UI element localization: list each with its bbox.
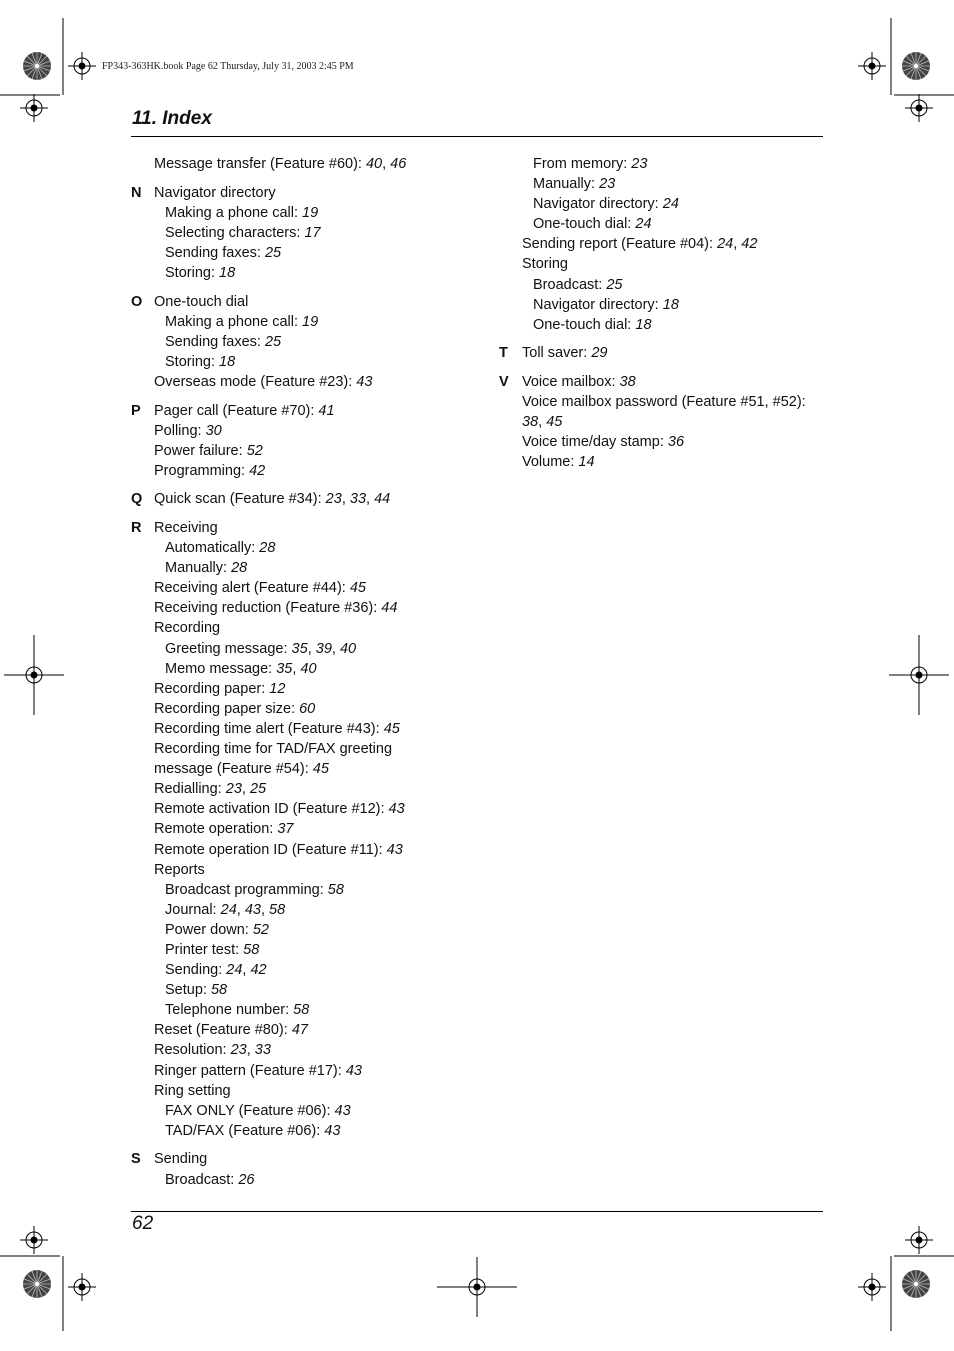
- index-entry-text: Message transfer (Feature #60):: [154, 156, 366, 172]
- page-reference[interactable]: 26: [238, 1171, 255, 1188]
- index-entry-text: Navigator directory:: [533, 296, 663, 313]
- page-reference[interactable]: 43: [334, 1102, 351, 1119]
- index-letter-group: [499, 343, 829, 363]
- index-entry-text: Navigator directory: [154, 184, 276, 201]
- index-letter-group: [131, 1149, 481, 1189]
- crosshair-mark: [858, 1273, 886, 1301]
- index-entry-text: Power failure:: [154, 442, 247, 459]
- page-reference[interactable]: 43: [356, 373, 373, 390]
- index-entry: [154, 401, 481, 421]
- index-entry-text: Printer test:: [165, 941, 244, 958]
- index-entry: [154, 461, 481, 481]
- index-subentry: [154, 920, 481, 940]
- page-reference[interactable]: 44: [381, 600, 398, 617]
- page-reference[interactable]: 42: [250, 962, 267, 979]
- index-entry: [154, 799, 481, 819]
- index-entry: [154, 699, 481, 719]
- page-reference[interactable]: 14: [578, 454, 595, 471]
- crosshair-mark: [68, 52, 96, 80]
- index-subentry: [154, 538, 481, 558]
- index-subentry: [154, 1101, 481, 1121]
- page-reference[interactable]: 30: [205, 422, 222, 439]
- page-reference[interactable]: 45: [383, 720, 400, 737]
- index-subentry: [154, 1121, 481, 1141]
- index-entry-text: Recording time for TAD/FAX greeting: [154, 741, 393, 758]
- index-subentry: [522, 275, 829, 295]
- page-reference[interactable]: 25: [249, 781, 267, 798]
- index-subentry: [154, 223, 481, 243]
- index-entry-text: Recording paper:: [154, 680, 270, 697]
- index-subentry: [154, 558, 481, 578]
- index-letter-heading: O: [131, 293, 143, 310]
- index-entry-text: Memo message:: [165, 660, 277, 677]
- index-entry-text: Ringer pattern (Feature #17):: [154, 1062, 346, 1079]
- index-entry-text: Broadcast:: [533, 276, 607, 293]
- index-entry: [522, 343, 829, 363]
- page-reference[interactable]: 18: [219, 264, 236, 281]
- index-subentry: [522, 194, 829, 214]
- index-entry-text: Making a phone call:: [165, 313, 303, 330]
- index-entry: [154, 618, 481, 638]
- page-reference[interactable]: 40: [300, 660, 317, 677]
- index-entry: Resolution: 23, 33: [154, 1042, 271, 1059]
- index-entry-text: Polling:: [154, 422, 206, 439]
- page-reference[interactable]: 36: [667, 434, 685, 451]
- crosshair-mark: [20, 1226, 48, 1254]
- index-subentry: [522, 174, 829, 194]
- index-subentry: [522, 295, 829, 315]
- index-subentry: [154, 203, 481, 223]
- index-entry: [154, 441, 481, 461]
- index-entry: [522, 372, 829, 392]
- crosshair-mark: [905, 1226, 933, 1254]
- index-subentry: Greeting message: 35, 39, 40: [165, 640, 357, 657]
- page-reference[interactable]: 39: [315, 640, 332, 657]
- index-entry-text: Greeting message:: [165, 640, 292, 657]
- page-reference[interactable]: 19: [302, 204, 319, 221]
- index-entry: [154, 719, 481, 739]
- index-entry-text: Quick scan (Feature #34):: [154, 491, 326, 508]
- index-letter-group: [499, 372, 829, 472]
- index-entry: [154, 598, 481, 618]
- page-reference[interactable]: 35: [291, 640, 308, 657]
- page-reference[interactable]: 23: [325, 491, 342, 508]
- index-entry-text: One-touch dial:: [533, 216, 636, 233]
- page-reference[interactable]: 58: [210, 982, 228, 999]
- index-subentry: [154, 332, 481, 352]
- index-entry-text: Reports: [154, 861, 205, 878]
- index-entry-text: Resolution:: [154, 1042, 231, 1059]
- index-entry-text: Receiving alert (Feature #44):: [154, 580, 350, 597]
- index-entry-text: Journal:: [165, 901, 221, 918]
- index-entry: [154, 518, 481, 538]
- crosshair-mark: [858, 52, 886, 80]
- page-number: 62: [132, 1213, 154, 1234]
- page-reference[interactable]: 29: [591, 345, 608, 362]
- index-letter-heading: S: [131, 1151, 141, 1168]
- index-entry-text: message (Feature #54):: [154, 761, 313, 778]
- page-reference[interactable]: 44: [374, 491, 391, 508]
- page-reference[interactable]: 28: [259, 540, 276, 557]
- page-reference[interactable]: 25: [606, 276, 623, 293]
- index-entry: Redialling: 23, 25: [154, 781, 267, 798]
- index-entry-text: One-touch dial: [154, 293, 249, 310]
- index-subentry: [522, 154, 829, 174]
- index-entry: Quick scan (Feature #34): 23, 33, 44: [154, 491, 391, 508]
- index-subentry: [154, 1170, 481, 1190]
- index-entry-text: Overseas mode (Feature #23):: [154, 373, 357, 390]
- index-entry-text: Receiving reduction (Feature #36):: [154, 600, 382, 617]
- page-reference[interactable]: 23: [225, 781, 242, 798]
- index-letter-heading: V: [499, 373, 509, 390]
- page-reference[interactable]: 24: [662, 196, 679, 213]
- index-letter-heading: T: [499, 345, 508, 362]
- index-entry-text: Selecting characters:: [165, 224, 305, 241]
- page-reference[interactable]: 45: [312, 761, 329, 778]
- index-entry-text: Sending faxes:: [165, 244, 265, 261]
- page-reference[interactable]: 46: [390, 156, 407, 172]
- index-subentry: [154, 980, 481, 1000]
- index-entry: [154, 739, 481, 759]
- index-entry: [154, 1149, 481, 1169]
- index-subentry: Memo message: 35, 40: [165, 660, 317, 677]
- index-entry-text: Storing: [522, 256, 568, 273]
- index-letter-heading: Q: [131, 491, 143, 508]
- index-entry-text: Ring setting: [154, 1082, 231, 1099]
- index-entry: [154, 819, 481, 839]
- page-reference[interactable]: 25: [264, 244, 282, 261]
- section-title: 11. Index: [132, 108, 212, 129]
- page-reference[interactable]: 24: [635, 216, 652, 233]
- page-reference[interactable]: 58: [269, 901, 286, 918]
- index-entry-text: Toll saver:: [522, 345, 592, 362]
- index-entry: [154, 1081, 481, 1101]
- page-reference[interactable]: 25: [264, 333, 282, 350]
- index-entry: [154, 1061, 481, 1081]
- index-subentry: [154, 940, 481, 960]
- page-reference[interactable]: 52: [246, 442, 263, 459]
- index-entry-text: Remote operation:: [154, 821, 278, 838]
- page-reference[interactable]: 38: [522, 414, 539, 431]
- page-reference[interactable]: 24: [220, 901, 237, 918]
- index-entry-text: Reset (Feature #80):: [154, 1022, 292, 1039]
- index-entry: [154, 679, 481, 699]
- page-reference[interactable]: 41: [318, 402, 335, 419]
- page-reference[interactable]: 58: [243, 941, 260, 958]
- print-file-note: FP343-363HK.book Page 62 Thursday, July 31, 2003 2:45 PM: [102, 61, 354, 72]
- index-entry-text: Broadcast programming:: [165, 881, 328, 898]
- index-entry-text: Manually:: [165, 560, 232, 577]
- page-reference[interactable]: 43: [345, 1062, 362, 1079]
- index-entry-text: Voice mailbox password (Feature #51, #52):: [522, 394, 806, 411]
- index-entry-text: Setup:: [165, 982, 211, 999]
- index-subentry: [154, 880, 481, 900]
- index-entry: [154, 759, 481, 779]
- index-letter-group: [131, 401, 481, 481]
- index-entry: [154, 578, 481, 598]
- index-entry-text: Sending: [154, 1151, 208, 1168]
- index-entry: Message transfer (Feature #60): 40, 46: [154, 156, 407, 172]
- index-entry-text: FAX ONLY (Feature #06):: [165, 1102, 335, 1119]
- index-subentry: [154, 352, 481, 372]
- index-letter-group: [131, 489, 481, 509]
- page-reference[interactable]: 19: [302, 313, 319, 330]
- index-entry-text: Making a phone call:: [165, 204, 303, 221]
- page-reference[interactable]: 24: [226, 962, 243, 979]
- index-entry: [154, 840, 481, 860]
- index-entry-text: Remote activation ID (Feature #12):: [154, 801, 389, 818]
- index-subentry: Journal: 24, 43, 58: [165, 901, 286, 918]
- index-entry-text: Storing:: [165, 264, 219, 281]
- sunburst-mark-top-right: [902, 52, 930, 80]
- index-entry-text: Receiving: [154, 520, 218, 536]
- index-entry: [154, 372, 481, 392]
- page-reference[interactable]: 18: [219, 353, 236, 370]
- index-entry-text: Navigator directory:: [533, 196, 663, 213]
- index-entry-text: One-touch dial:: [533, 316, 636, 333]
- page-reference[interactable]: 43: [324, 1122, 341, 1139]
- page-reference[interactable]: 18: [662, 296, 679, 313]
- index-entry-text: Redialling:: [154, 781, 226, 798]
- index-entry-text: Telephone number:: [165, 1002, 294, 1019]
- page-reference[interactable]: 43: [244, 901, 261, 918]
- index-letter-heading: P: [131, 402, 141, 419]
- index-entry-text: Sending report (Feature #04):: [522, 236, 718, 253]
- page-reference[interactable]: 28: [231, 560, 248, 577]
- index-entry-text: TAD/FAX (Feature #06):: [165, 1122, 325, 1139]
- header-rule: [131, 136, 823, 137]
- page-reference[interactable]: 58: [293, 1002, 310, 1019]
- page-reference[interactable]: 43: [386, 841, 403, 858]
- page-reference[interactable]: 45: [546, 414, 563, 431]
- crosshair-mark: [20, 94, 48, 122]
- page-reference[interactable]: 23: [631, 156, 648, 172]
- sunburst-mark-bottom-left: [23, 1270, 51, 1298]
- index-subentry: [522, 214, 829, 234]
- index-column-right: [499, 154, 829, 472]
- page-reference[interactable]: 17: [304, 224, 321, 241]
- page-reference[interactable]: 43: [388, 801, 405, 818]
- footer-rule: [131, 1211, 823, 1212]
- page-reference[interactable]: 38: [619, 373, 636, 390]
- index-entry: [154, 860, 481, 880]
- index-entry-text: Sending:: [165, 962, 227, 979]
- index-subentry: [154, 312, 481, 332]
- index-subentry: Sending: 24, 42: [165, 962, 267, 979]
- index-letter-heading: R: [131, 520, 142, 536]
- index-entry: [522, 432, 829, 452]
- index-entry: [522, 254, 829, 274]
- index-letter-group: [499, 154, 829, 335]
- index-subentry: [154, 263, 481, 283]
- index-entry-text: Manually:: [533, 176, 600, 193]
- page-reference[interactable]: 18: [635, 316, 652, 333]
- index-entry-text: Storing:: [165, 353, 219, 370]
- page-reference[interactable]: 60: [299, 700, 316, 717]
- index-entry-text: Sending faxes:: [165, 333, 265, 350]
- index-letter-group: [131, 183, 481, 283]
- page-reference[interactable]: 37: [277, 821, 294, 838]
- index-subentry: [522, 315, 829, 335]
- page-reference[interactable]: 58: [327, 881, 344, 898]
- index-entry: 38, 45: [522, 414, 563, 431]
- index-subentry: [154, 1000, 481, 1020]
- page-reference[interactable]: 47: [291, 1022, 308, 1039]
- index-entry-text: Pager call (Feature #70):: [154, 402, 319, 419]
- index-entry-text: Recording time alert (Feature #43):: [154, 720, 384, 737]
- page-reference[interactable]: 12: [269, 680, 286, 697]
- page-reference[interactable]: 42: [249, 462, 266, 479]
- page-reference[interactable]: 42: [741, 236, 758, 253]
- index-entry: [522, 452, 829, 472]
- index-column-left: [131, 154, 481, 1190]
- index-letter-group: [131, 154, 481, 174]
- index-entry-text: Recording paper size:: [154, 700, 300, 717]
- index-letter-heading: N: [131, 184, 142, 201]
- index-entry-text: Voice time/day stamp:: [522, 434, 668, 451]
- page-reference[interactable]: 40: [339, 640, 357, 657]
- page-reference[interactable]: 45: [349, 580, 366, 597]
- page-reference[interactable]: 33: [254, 1042, 271, 1059]
- index-entry-text: Power down:: [165, 921, 253, 938]
- index-entry-text: Broadcast:: [165, 1171, 239, 1188]
- index-entry: [154, 1020, 481, 1040]
- index-subentry: [154, 243, 481, 263]
- crosshair-mark: [905, 94, 933, 122]
- index-letter-group: [131, 292, 481, 392]
- crosshair-mark: [68, 1273, 96, 1301]
- page-reference[interactable]: 23: [230, 1042, 247, 1059]
- index-entry: [154, 183, 481, 203]
- page-reference[interactable]: 52: [252, 921, 269, 938]
- index-entry: Sending report (Feature #04): 24, 42: [522, 236, 758, 253]
- index-entry-text: Automatically:: [165, 540, 260, 557]
- index-entry-text: Volume:: [522, 454, 579, 471]
- index-letter-group: [131, 518, 481, 1141]
- page-reference[interactable]: 33: [349, 491, 367, 508]
- index-entry: [154, 292, 481, 312]
- index-entry-text: Recording: [154, 620, 221, 637]
- sunburst-mark-bottom-right: [902, 1270, 930, 1298]
- page-reference[interactable]: 24: [717, 236, 734, 253]
- index-entry-text: Remote operation ID (Feature #11):: [154, 841, 387, 858]
- page-reference[interactable]: 23: [599, 176, 616, 193]
- sunburst-mark-top-left: [23, 52, 51, 80]
- index-entry: [522, 392, 829, 412]
- index-entry: [154, 421, 481, 441]
- index-entry-text: Voice mailbox:: [522, 373, 620, 390]
- index-entry-text: Programming:: [154, 462, 250, 479]
- page-reference[interactable]: 35: [276, 660, 293, 677]
- page-reference[interactable]: 40: [365, 156, 383, 172]
- index-entry-text: From memory:: [533, 156, 632, 172]
